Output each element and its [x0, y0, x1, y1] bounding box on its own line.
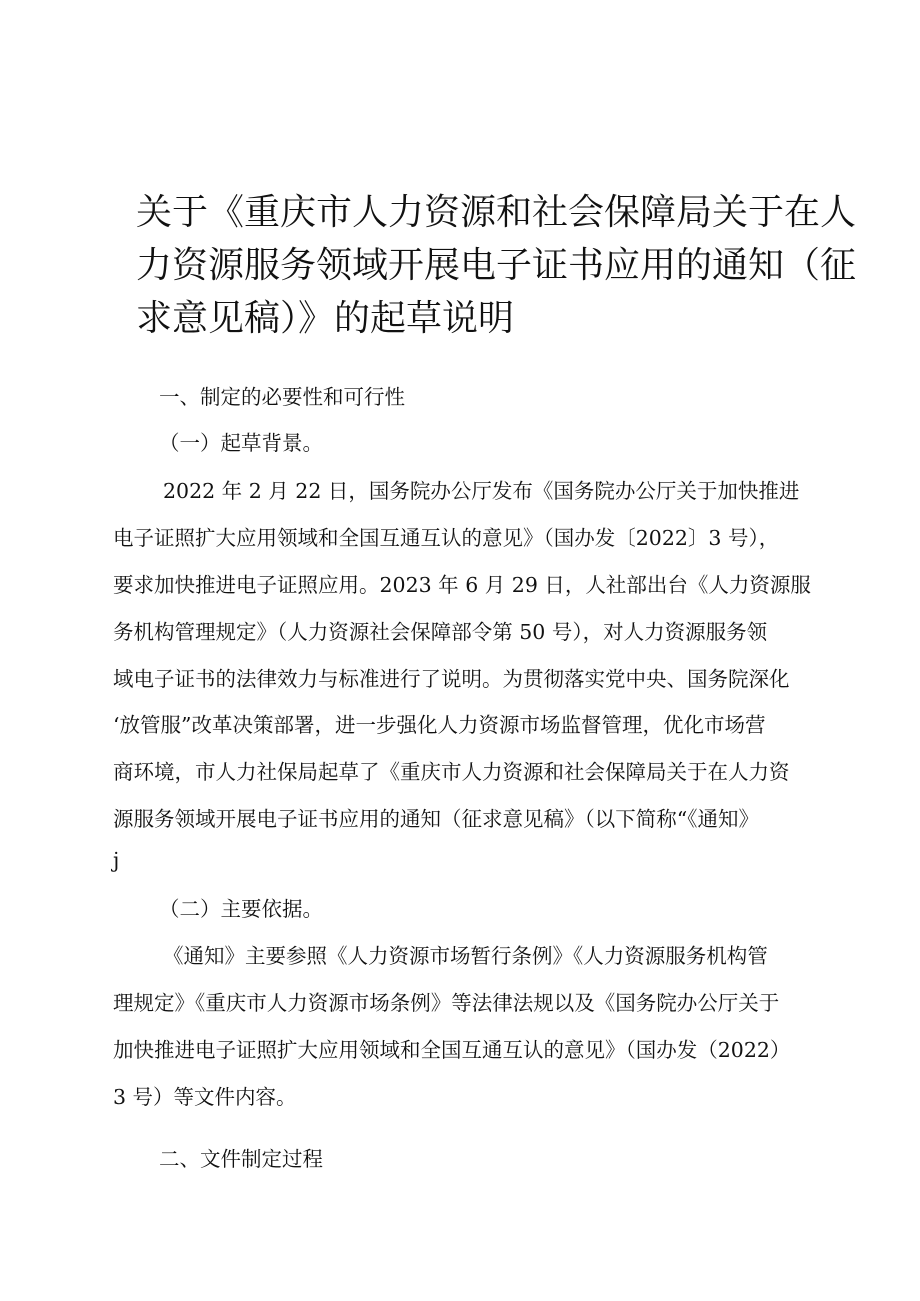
- title-line-2: 力资源服务领域开展电子证书应用的通知（征: [136, 245, 857, 286]
- background-paragraph-line: ‘放管服”改革决策部署，进一步强化人力资源市场监督管理，优化市场营: [113, 713, 766, 737]
- background-paragraph-line: 务机构管理规定》（人力资源社会保障部令第 50 号），对人力资源服务领: [113, 620, 768, 644]
- document-title: [136, 186, 857, 345]
- background-paragraph-line: j: [113, 848, 120, 872]
- background-paragraph-line: 商环境，市人力社保局起草了《重庆市人力资源和社会保障局关于在人力资: [113, 760, 790, 784]
- basis-paragraph-line: 《通知》主要参照《人力资源市场暂行条例》《人力资源服务机构管: [163, 944, 768, 968]
- background-paragraph-line: 要求加快推进电子证照应用。2023 年 6 月 29 日，人社部出台《人力资源服: [113, 573, 811, 597]
- background-paragraph-line: 电子证照扩大应用领域和全国互通互认的意见》（国办发〔2022〕3 号），: [113, 526, 780, 550]
- basis-paragraph-line: 3 号）等文件内容。: [113, 1085, 297, 1109]
- background-paragraph-line: 2022 年 2 月 22 日，国务院办公厅发布《国务院办公厅关于加快推进: [163, 479, 800, 503]
- section-2-heading: 二、文件制定过程: [159, 1147, 323, 1171]
- background-paragraph-line: 源服务领域开展电子证书应用的通知（征求意见稿》（以下简称“《通知》: [113, 807, 759, 831]
- subsection-2-heading: （二）主要依据。: [159, 897, 323, 921]
- basis-paragraph-line: 加快推进电子证照扩大应用领域和全国互通互认的意见》（国办发（2022）: [113, 1038, 791, 1062]
- title-line-3: 求意见稿）》的起草说明: [136, 298, 515, 339]
- background-paragraph-line: 域电子证书的法律效力与标准进行了说明。为贯彻落实党中央、国务院深化: [113, 667, 790, 691]
- title-line-1: 关于《重庆市人力资源和社会保障局关于在人: [136, 192, 857, 233]
- section-1-heading: 一、制定的必要性和可行性: [159, 385, 405, 409]
- subsection-1-heading: （一）起草背景。: [159, 431, 323, 455]
- basis-paragraph-line: 理规定》《重庆市人力资源市场条例》等法律法规以及《国务院办公厅关于: [113, 991, 780, 1015]
